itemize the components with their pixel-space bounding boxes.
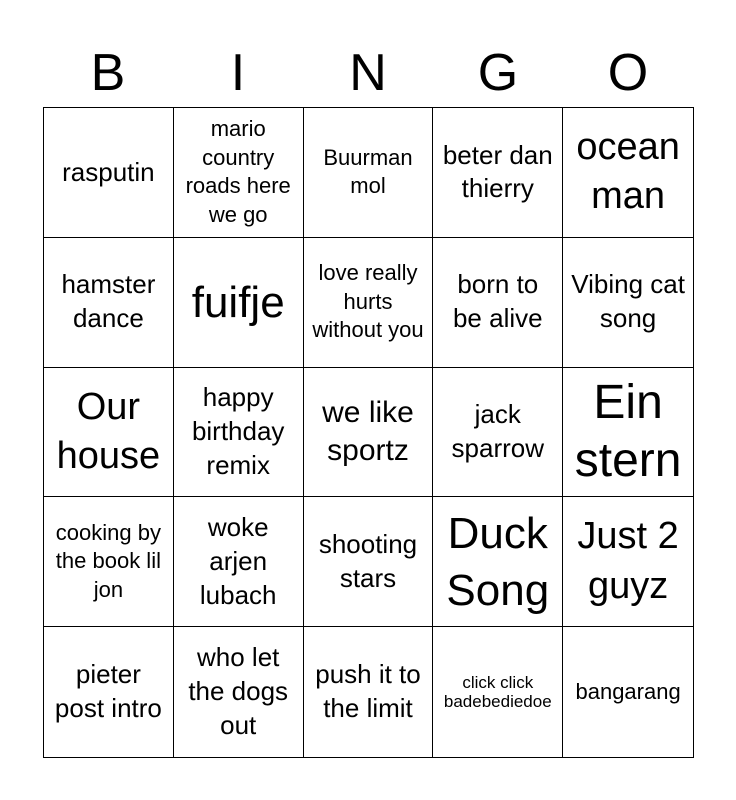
- bingo-cell[interactable]: [433, 627, 563, 757]
- cell-text: rasputin: [62, 156, 155, 187]
- bingo-cell[interactable]: [174, 368, 304, 498]
- bingo-cell[interactable]: [44, 497, 174, 627]
- bingo-cell[interactable]: [44, 368, 174, 498]
- cell-text: who let the dogs out: [188, 642, 289, 740]
- cell-text: born to be alive: [452, 269, 543, 334]
- cell-text: bangarang: [575, 678, 681, 704]
- bingo-cell[interactable]: [433, 497, 563, 627]
- cell-text: Vibing cat song: [571, 269, 685, 334]
- header-letter-i: I: [230, 44, 246, 102]
- bingo-cell[interactable]: [44, 627, 174, 757]
- bingo-cell[interactable]: [433, 238, 563, 368]
- cell-text: hamster dance: [61, 269, 156, 334]
- bingo-cell[interactable]: [563, 368, 693, 498]
- cell-text: Ein stern: [574, 376, 682, 487]
- bingo-cell[interactable]: [433, 368, 563, 498]
- cell-text: push it to the limit: [315, 659, 421, 724]
- header-letter-o: O: [607, 44, 649, 102]
- cell-text: woke arjen lubach: [199, 512, 277, 610]
- cell-text: cooking by the book lil jon: [55, 519, 161, 603]
- header-letter-g: G: [477, 44, 519, 102]
- bingo-cell[interactable]: [563, 238, 693, 368]
- cell-text: Duck Song: [446, 508, 550, 615]
- cell-text: Just 2 guyz: [577, 515, 679, 607]
- cell-text: Buurman mol: [323, 144, 413, 199]
- cell-text: fuifje: [191, 277, 285, 327]
- cell-text: Our house: [56, 385, 161, 477]
- cell-text: beter dan thierry: [442, 139, 553, 204]
- bingo-cell[interactable]: [174, 108, 304, 238]
- bingo-cell[interactable]: [174, 627, 304, 757]
- bingo-cell[interactable]: [304, 238, 434, 368]
- bingo-cell[interactable]: [304, 108, 434, 238]
- cell-text: jack sparrow: [451, 399, 545, 463]
- bingo-header: [43, 38, 693, 108]
- bingo-cell[interactable]: [563, 627, 693, 757]
- bingo-cell[interactable]: [304, 627, 434, 757]
- cell-text: mario country roads here we go: [185, 116, 291, 227]
- bingo-cell[interactable]: [433, 108, 563, 238]
- cell-text: click click badebediedoe: [443, 672, 552, 712]
- header-letter-n: N: [349, 44, 387, 102]
- bingo-grid: [43, 107, 694, 758]
- bingo-cell[interactable]: [304, 368, 434, 498]
- bingo-cell[interactable]: [304, 497, 434, 627]
- bingo-cell[interactable]: [563, 497, 693, 627]
- bingo-cell[interactable]: [563, 108, 693, 238]
- bingo-cell[interactable]: [174, 238, 304, 368]
- cell-text: ocean man: [576, 126, 680, 218]
- cell-text: happy birthday remix: [191, 382, 285, 480]
- cell-text: pieter post intro: [54, 659, 162, 724]
- cell-text: we like sportz: [322, 396, 414, 467]
- cell-text: shooting stars: [318, 528, 418, 593]
- header-letter-b: B: [90, 44, 126, 102]
- bingo-cell[interactable]: [44, 238, 174, 368]
- bingo-cell[interactable]: [44, 108, 174, 238]
- bingo-cell[interactable]: [174, 497, 304, 627]
- cell-text: love really hurts without you: [312, 260, 424, 343]
